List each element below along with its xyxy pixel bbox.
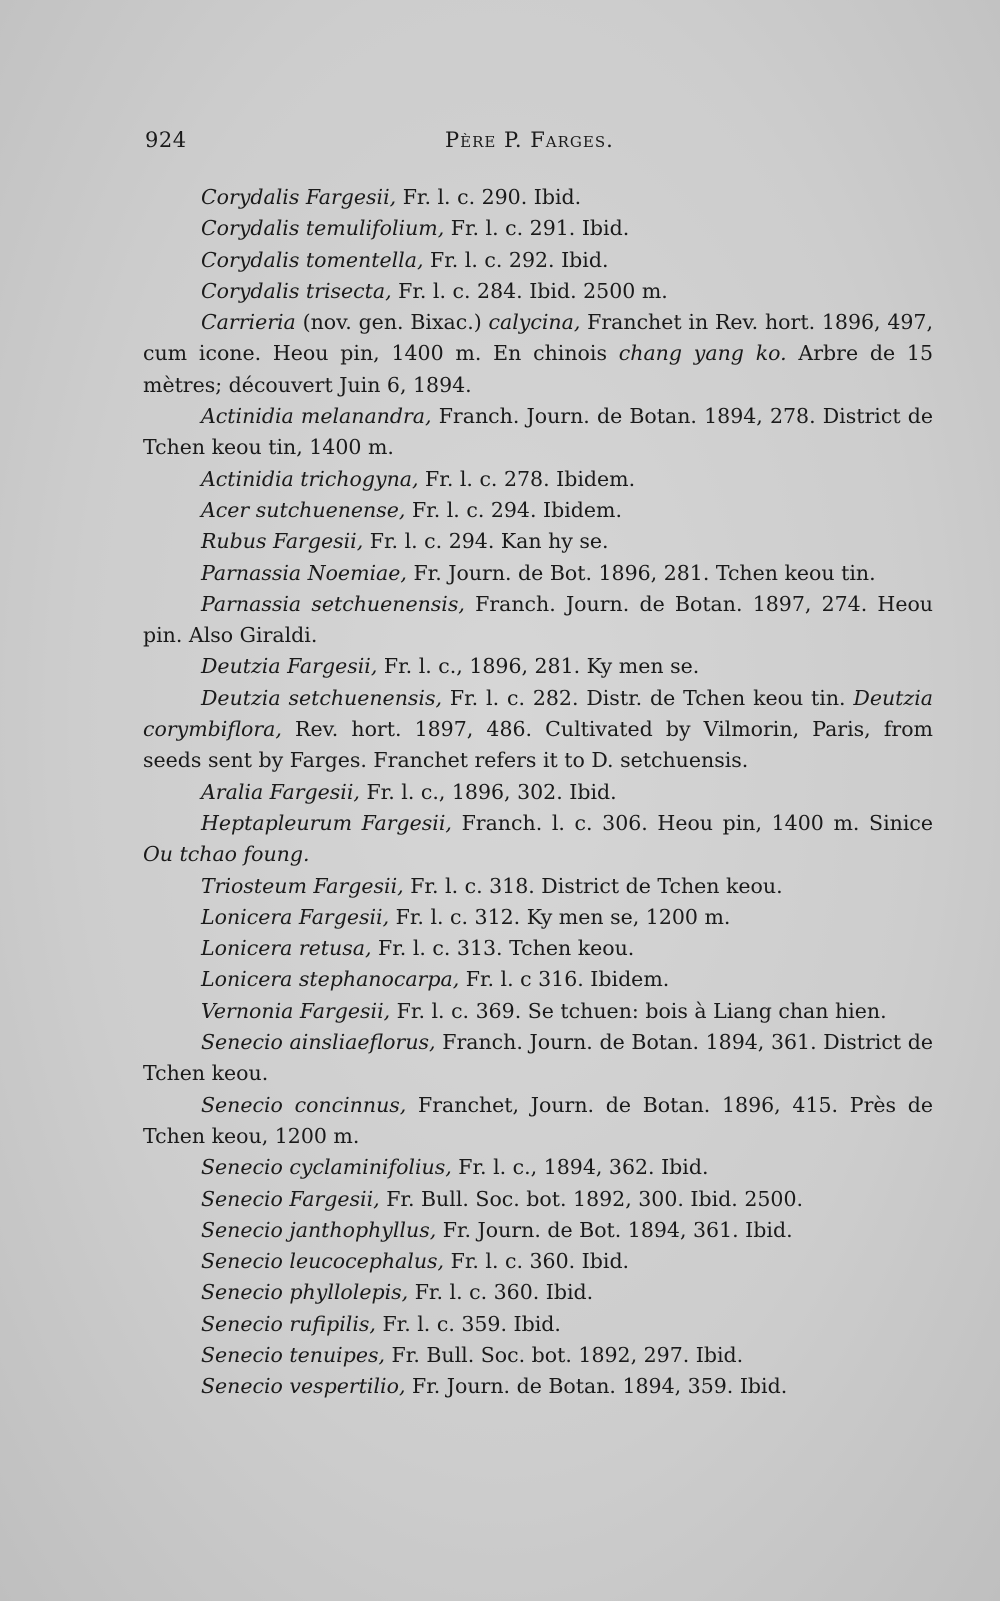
species-name: Lonicera Fargesii, <box>201 904 390 929</box>
species-entry <box>143 808 933 871</box>
species-name: Corydalis Fargesii, <box>201 185 397 209</box>
species-name: Vernonia Fargesii, <box>201 998 391 1023</box>
species-entry <box>143 1309 933 1340</box>
citation-text: Fr. l. c. 313. Tchen keou. <box>371 936 635 961</box>
species-entry <box>143 1184 933 1215</box>
species-name: Lonicera stephanocarpa, <box>201 967 460 992</box>
citation-text: Fr. l. c. 318. District de Tchen keou. <box>403 873 783 898</box>
species-name: Actinidia trichogyna, <box>201 466 419 491</box>
citation-text: Fr. Journ. de Bot. 1896, 281. Tchen keou tin. <box>406 560 876 585</box>
citation-text: Fr. l. c. 294. Kan hy se. <box>363 529 609 554</box>
species-name: Parnassia Noemiae, <box>201 560 407 585</box>
citation-text: Fr. l. c. 290. Ibid. <box>396 185 582 209</box>
citation-text: Franchet in Rev. hort. 1896, 497, cum icone. Heou pin, 1400 m. En chinois <box>143 310 933 366</box>
species-entry <box>143 526 933 557</box>
species-name: Parnassia setchuenensis, <box>201 591 465 616</box>
citation-text: Fr. l. c. 359. Ibid. <box>375 1311 561 1336</box>
species-name: Actinidia melanandra, <box>201 404 432 429</box>
citation-text: Fr. l. c., 1894, 362. Ibid. <box>451 1155 709 1180</box>
species-name: Senecio concinnus, <box>201 1092 407 1117</box>
species-name-secondary: calycina, <box>488 310 581 335</box>
citation-text: Fr. l. c. 282. Distr. de Tchen keou tin. <box>442 685 854 710</box>
citation-text: Fr. l. c. 312. Ky men se, 1200 m. <box>389 904 731 929</box>
species-name: Deutzia setchuenensis, <box>201 685 443 710</box>
citation-text: Fr. l. c. 278. Ibidem. <box>418 466 636 491</box>
species-name: Senecio cyclaminifolius, <box>201 1155 452 1180</box>
species-name: Corydalis trisecta, <box>201 278 392 303</box>
species-name: Senecio janthophyllus, <box>201 1217 437 1242</box>
citation-text: Franch. Journ. de Botan. 1894, 361. District de Tchen keou. <box>143 1030 933 1086</box>
species-name: Corydalis temulifolium, <box>201 216 445 241</box>
species-name: Aralia Fargesii, <box>201 779 360 804</box>
species-name: Senecio phyllolepis, <box>201 1280 409 1305</box>
species-entry <box>143 1340 933 1371</box>
species-entry <box>143 589 933 652</box>
citation-text: Fr. l. c. 292. Ibid. <box>423 247 609 272</box>
citation-text: (nov. gen. Bixac.) <box>295 310 489 335</box>
citation-text: Arbre de 15 mètres; découvert Juin 6, 1894. <box>143 341 933 397</box>
italic-note: chang yang ko. <box>618 341 787 366</box>
citation-text: Fr. l. c. 360. Ibid. <box>444 1249 630 1274</box>
species-name: Rubus Fargesii, <box>201 529 364 554</box>
species-entry <box>143 245 933 276</box>
species-name: Lonicera retusa, <box>201 936 372 961</box>
species-entry <box>143 683 933 777</box>
citation-text: Fr. l. c. 360. Ibid. <box>408 1280 594 1305</box>
citation-text: Fr. l. c 316. Ibidem. <box>459 967 670 992</box>
species-entry <box>143 1277 933 1308</box>
species-name: Senecio rufipilis, <box>201 1311 376 1336</box>
species-name: Deutzia Fargesii, <box>201 654 378 679</box>
species-entry <box>143 464 933 495</box>
species-entry <box>143 401 933 464</box>
species-entry <box>143 276 933 307</box>
citation-text: Franchet, Journ. de Botan. 1896, 415. Près de Tchen keou, 1200 m. <box>143 1092 933 1148</box>
citation-text: Fr. l. c., 1896, 302. Ibid. <box>359 779 617 804</box>
species-name: Senecio ainsliaeflorus, <box>201 1030 436 1055</box>
italic-note: Ou tchao foung. <box>143 842 310 867</box>
citation-text: Fr. l. c. 294. Ibidem. <box>405 497 622 522</box>
page-header <box>145 128 945 162</box>
species-list <box>143 182 933 1403</box>
species-name: Heptapleurum Fargesii, <box>201 810 452 835</box>
species-entry <box>143 182 933 213</box>
citation-text: Fr. Bull. Soc. bot. 1892, 297. Ibid. <box>385 1342 744 1367</box>
species-entry <box>143 1027 933 1090</box>
species-name: Corydalis tomentella, <box>201 247 424 272</box>
species-name-secondary: Deutzia corymbiflora, <box>143 685 933 742</box>
species-entry <box>143 777 933 808</box>
species-entry <box>143 1246 933 1277</box>
citation-text: Fr. l. c., 1896, 281. Ky men se. <box>377 654 700 679</box>
species-entry <box>143 933 933 964</box>
running-head: Père P. Farges. <box>445 128 614 152</box>
species-entry <box>143 307 933 401</box>
citation-text: Fr. Journ. de Bot. 1894, 361. Ibid. <box>436 1217 793 1242</box>
species-entry <box>143 871 933 902</box>
species-name: Senecio Fargesii, <box>201 1186 380 1211</box>
species-name: Senecio vespertilio, <box>201 1374 406 1399</box>
citation-text: Rev. hort. 1897, 486. Cultivated by Vilmorin, Paris, from seeds sent by Farges. Franchet refers it to D. setchuensis. <box>143 717 933 773</box>
species-entry <box>143 213 933 244</box>
species-entry <box>143 996 933 1027</box>
species-entry <box>143 1371 933 1402</box>
citation-text: Fr. Journ. de Botan. 1894, 359. Ibid. <box>405 1374 788 1399</box>
species-entry <box>143 651 933 682</box>
citation-text: Fr. l. c. 369. Se tchuen: bois à Liang chan hien. <box>390 998 887 1023</box>
citation-text: Franch. Journ. de Botan. 1894, 278. District de Tchen keou tin, 1400 m. <box>143 404 933 460</box>
citation-text: Fr. l. c. 284. Ibid. 2500 m. <box>391 278 668 303</box>
species-entry <box>143 1152 933 1183</box>
citation-text: Franch. Journ. de Botan. 1897, 274. Heou pin. Also Giraldi. <box>143 591 933 648</box>
species-entry <box>143 1090 933 1153</box>
species-entry <box>143 964 933 995</box>
species-name: Acer sutchuenense, <box>201 497 406 522</box>
species-entry <box>143 495 933 526</box>
species-name: Triosteum Fargesii, <box>201 873 404 898</box>
citation-text: Franch. l. c. 306. Heou pin, 1400 m. Sinice <box>451 810 933 835</box>
page-number: 924 <box>145 128 187 152</box>
species-entry <box>143 558 933 589</box>
citation-text: Fr. l. c. 291. Ibid. <box>444 216 630 241</box>
citation-text: Fr. Bull. Soc. bot. 1892, 300. Ibid. 2500. <box>379 1186 804 1211</box>
species-name: Senecio leucocephalus, <box>201 1249 445 1274</box>
species-name: Senecio tenuipes, <box>201 1342 386 1367</box>
species-entry <box>143 1215 933 1246</box>
species-entry <box>143 902 933 933</box>
species-name: Carrieria <box>201 310 296 335</box>
